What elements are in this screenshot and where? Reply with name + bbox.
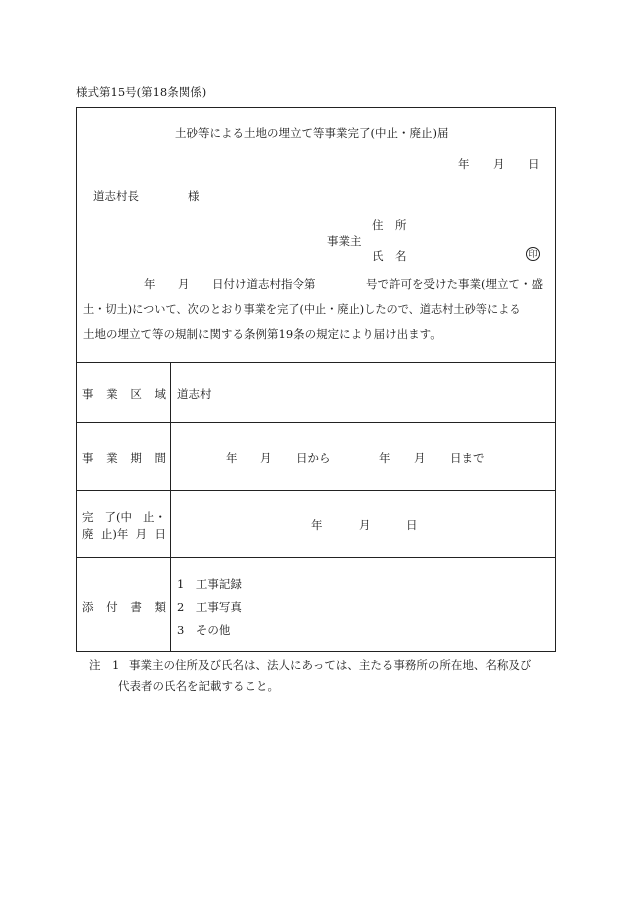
completion-label-char: 止・ bbox=[143, 510, 166, 524]
date-year-label: 年 bbox=[458, 157, 470, 171]
completion-label-line2 bbox=[82, 526, 166, 542]
attachments-label bbox=[82, 599, 166, 615]
body-permit-text: 日付け道志村指令第 bbox=[212, 277, 316, 291]
row-divider-1 bbox=[76, 362, 556, 363]
period-label-char: 業 bbox=[106, 451, 118, 465]
attachment-item: 3 その他 bbox=[177, 623, 231, 637]
body-line1-end: 号で許可を受けた事業(埋立て・盛 bbox=[366, 277, 543, 291]
note-label: 注 1 bbox=[89, 658, 120, 672]
date-month-label: 月 bbox=[493, 157, 505, 171]
period-start-month: 月 bbox=[260, 451, 272, 465]
completion-label-char: 廃 bbox=[82, 527, 94, 541]
addressee-name: 道志村長 bbox=[93, 189, 139, 203]
period-label-char: 期 bbox=[130, 451, 142, 465]
period-label-char: 事 bbox=[82, 451, 94, 465]
form-number: 様式第15号(第18条関係) bbox=[76, 85, 207, 99]
body-year: 年 bbox=[144, 277, 156, 291]
area-label-char: 区 bbox=[130, 387, 142, 401]
completion-day: 日 bbox=[406, 518, 418, 532]
body-month: 月 bbox=[178, 277, 190, 291]
area-value: 道志村 bbox=[177, 387, 212, 401]
attachments-label-char: 付 bbox=[106, 600, 118, 614]
area-label-char: 事 bbox=[82, 387, 94, 401]
form-title: 土砂等による土地の埋立て等事業完了(中止・廃止)届 bbox=[175, 126, 449, 140]
row-divider-2 bbox=[76, 422, 556, 423]
attachments-label-char: 添 bbox=[82, 600, 94, 614]
period-label-char: 間 bbox=[154, 451, 166, 465]
attachments-label-char: 類 bbox=[154, 600, 166, 614]
period-end-year: 年 bbox=[379, 451, 391, 465]
applicant-role: 事業主 bbox=[327, 234, 362, 248]
attachments-label-char: 書 bbox=[130, 600, 142, 614]
completion-label-char: 日 bbox=[154, 527, 166, 541]
body-line3: 土地の埋立て等の規制に関する条例第19条の規定により届け出ます。 bbox=[83, 327, 442, 341]
period-label bbox=[82, 450, 166, 466]
body-line2: 土・切土)について、次のとおり事業を完了(中止・廃止)したので、道志村土砂等による bbox=[83, 303, 521, 316]
completion-month: 月 bbox=[359, 518, 371, 532]
completion-label-char: 止)年 bbox=[100, 527, 129, 541]
completion-label-char: 月 bbox=[135, 527, 148, 541]
area-label bbox=[82, 386, 166, 402]
row-divider-4 bbox=[76, 557, 556, 558]
area-label-char: 域 bbox=[154, 387, 166, 401]
attachment-item: 2 工事写真 bbox=[177, 600, 242, 614]
attachment-item: 1 工事記録 bbox=[177, 577, 242, 591]
area-label-char: 業 bbox=[106, 387, 118, 401]
completion-label-char: 了(中 bbox=[104, 510, 132, 524]
completion-year: 年 bbox=[311, 518, 323, 532]
addressee-honorific: 様 bbox=[188, 189, 200, 203]
note-line1: 事業主の住所及び氏名は、法人にあっては、主たる事務所の所在地、名称及び bbox=[129, 658, 532, 672]
period-until: 日まで bbox=[450, 451, 485, 465]
row-divider-3 bbox=[76, 490, 556, 491]
name-label: 氏 名 bbox=[372, 249, 407, 263]
period-start-year: 年 bbox=[226, 451, 238, 465]
period-from: 日から bbox=[296, 451, 331, 465]
date-day-label: 日 bbox=[528, 157, 540, 171]
form-frame bbox=[76, 107, 556, 652]
completion-label-line1 bbox=[82, 509, 166, 525]
seal-mark: 印 bbox=[526, 247, 540, 261]
period-end-month: 月 bbox=[414, 451, 426, 465]
label-column-divider bbox=[170, 362, 171, 652]
completion-label-char: 完 bbox=[82, 510, 94, 524]
note-line2: 代表者の氏名を記載すること。 bbox=[118, 679, 279, 693]
address-label: 住 所 bbox=[372, 218, 407, 232]
